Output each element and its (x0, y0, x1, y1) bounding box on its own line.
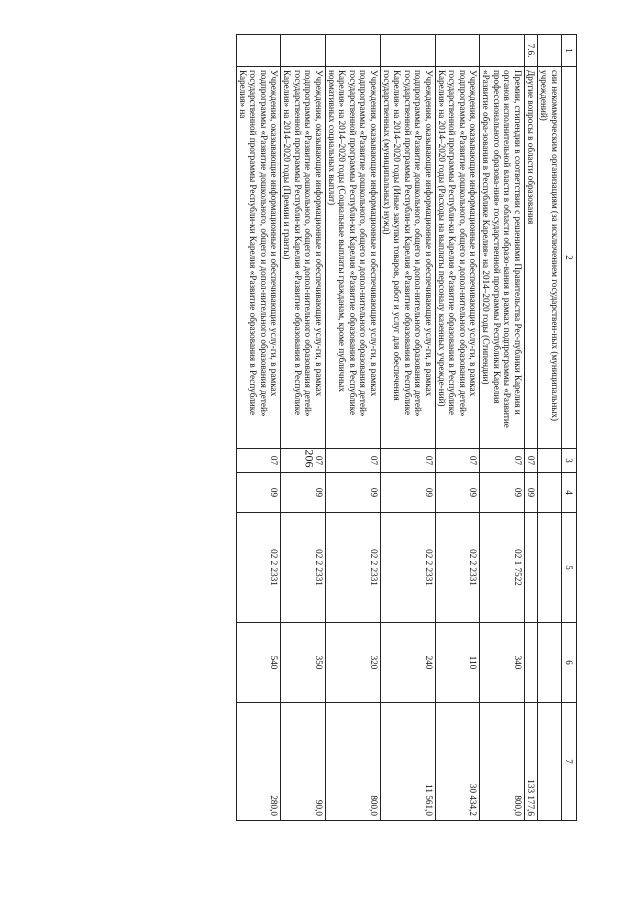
table-row (435, 35, 480, 821)
rotated-sheet (117, 34, 577, 820)
row-expense-type: 350 (281, 623, 326, 703)
row-description: Другие вопросы в области образования (524, 67, 537, 449)
row-subsection (538, 473, 562, 513)
row-amount: 800,0 (480, 703, 525, 821)
table-row (480, 35, 525, 821)
row-number (435, 35, 480, 67)
row-subsection: 09 (325, 473, 380, 513)
page-number: 206 (302, 449, 317, 468)
row-amount: 30 434,2 (435, 703, 480, 821)
budget-table-wrapper (117, 34, 577, 820)
row-number (480, 35, 525, 67)
budget-table (236, 34, 577, 821)
row-target-code: 02 2 2331 (435, 513, 480, 623)
row-section: 07 (480, 449, 525, 473)
row-number (236, 35, 281, 67)
row-amount: 280,0 (236, 703, 281, 821)
row-subsection: 09 (281, 473, 326, 513)
row-target-code (538, 513, 562, 623)
row-target-code (524, 513, 537, 623)
row-section: 07 (325, 449, 380, 473)
row-section: 07 (524, 449, 537, 473)
row-amount: 133 177,6 (524, 703, 537, 821)
row-target-code: 02 2 2331 (281, 513, 326, 623)
header-col-4: 4 (561, 473, 576, 513)
table-row (236, 35, 281, 821)
row-number: 7.6. (524, 35, 537, 67)
row-description: Учреждения, оказывающие информационные и обеспечивающие услу-ги, в рамках подпрограммы «Развитие дошкольного, общего и допол-нительного образования детей» государственной программы Республи-ки Карелия «Развитие образования в Республике Карелия» на 2014–2020 годы (Иные закупки товаров, работ и услуг для обеспечения государственных (муниципальных) нужд) (380, 67, 435, 449)
row-expense-type: 240 (380, 623, 435, 703)
row-subsection: 09 (380, 473, 435, 513)
row-expense-type: 340 (480, 623, 525, 703)
table-row (524, 35, 537, 821)
row-expense-type: 110 (435, 623, 480, 703)
row-description: сии некоммерческим организациям (за исключением государствен-ных (муниципальных) учреждений) (538, 67, 562, 449)
row-number (281, 35, 326, 67)
row-amount: 11 561,0 (380, 703, 435, 821)
row-description: Премии, стипендии в соответствии с решениями Правительства Рес-публики Карелия и органов исполнительной власти в области образо-вания в рамках подпрограммы «Развитие профессионального образова-ния» государственной программы Республики Карелия «Развитие обра-зования в Республике Карелия» на 2014–2020 годы (Стипендии) (480, 67, 525, 449)
header-col-3: 3 (561, 449, 576, 473)
row-target-code: 02 2 2331 (380, 513, 435, 623)
row-description: Учреждения, оказывающие информационные и обеспечивающие услу-ги, в рамках подпрограммы «Развитие дошкольного, общего и допол-нительного образования детей» государственной программы Республи-ки Карелия «Развитие образования в Республике Карелия» на 2014–2020 годы (Социальные выплаты гражданам, кроме публичных нормативных социальных выплат) (325, 67, 380, 449)
table-row (380, 35, 435, 821)
row-description: Учреждения, оказывающие информационные и обеспечивающие услу-ги, в рамках подпрограммы «Развитие дошкольного, общего и допол-нительного образования детей» государственной программы Республи-ки Карелия «Развитие образования в Республике Карелия» на 2014–2020 годы (Премии и гранты) (281, 67, 326, 449)
row-number (325, 35, 380, 67)
header-col-7: 7 (561, 703, 576, 821)
row-amount (538, 703, 562, 821)
row-section: 07 (281, 449, 326, 473)
row-subsection: 09 (480, 473, 525, 513)
header-col-5: 5 (561, 513, 576, 623)
row-expense-type (538, 623, 562, 703)
row-number (380, 35, 435, 67)
row-section: 07 (435, 449, 480, 473)
row-expense-type: 320 (325, 623, 380, 703)
row-section: 07 (236, 449, 281, 473)
row-description: Учреждения, оказывающие информационные и обеспечивающие услу-ги, в рамках подпрограммы «Развитие дошкольного, общего и допол-нительного образования детей» государственной программы Республи-ки Карелия «Развитие образования в Республике Карелия» на (236, 67, 281, 449)
row-section (538, 449, 562, 473)
row-expense-type: 540 (236, 623, 281, 703)
header-col-2: 2 (561, 67, 576, 449)
row-amount: 800,0 (325, 703, 380, 821)
table-row (281, 35, 326, 821)
table-row (538, 35, 562, 821)
row-target-code: 02 2 2331 (236, 513, 281, 623)
row-subsection: 09 (524, 473, 537, 513)
table-row (325, 35, 380, 821)
row-subsection: 09 (236, 473, 281, 513)
row-description: Учреждения, оказывающие информационные и обеспечивающие услу-ги, в рамках подпрограммы «Развитие дошкольного, общего и допол-нительного образования детей» государственной программы Республи-ки Карелия «Развитие образования в Республике Карелия» на 2014–2020 годы (Расходы на выплаты персоналу казенных учрежде-ний) (435, 67, 480, 449)
header-col-1: 1 (561, 35, 576, 67)
table-header-row (561, 35, 576, 821)
row-amount: 90,0 (281, 703, 326, 821)
header-col-6: 6 (561, 623, 576, 703)
row-target-code: 02 1 7522 (480, 513, 525, 623)
row-expense-type (524, 623, 537, 703)
row-subsection: 09 (435, 473, 480, 513)
row-number (538, 35, 562, 67)
row-section: 07 (380, 449, 435, 473)
row-target-code: 02 2 2331 (325, 513, 380, 623)
